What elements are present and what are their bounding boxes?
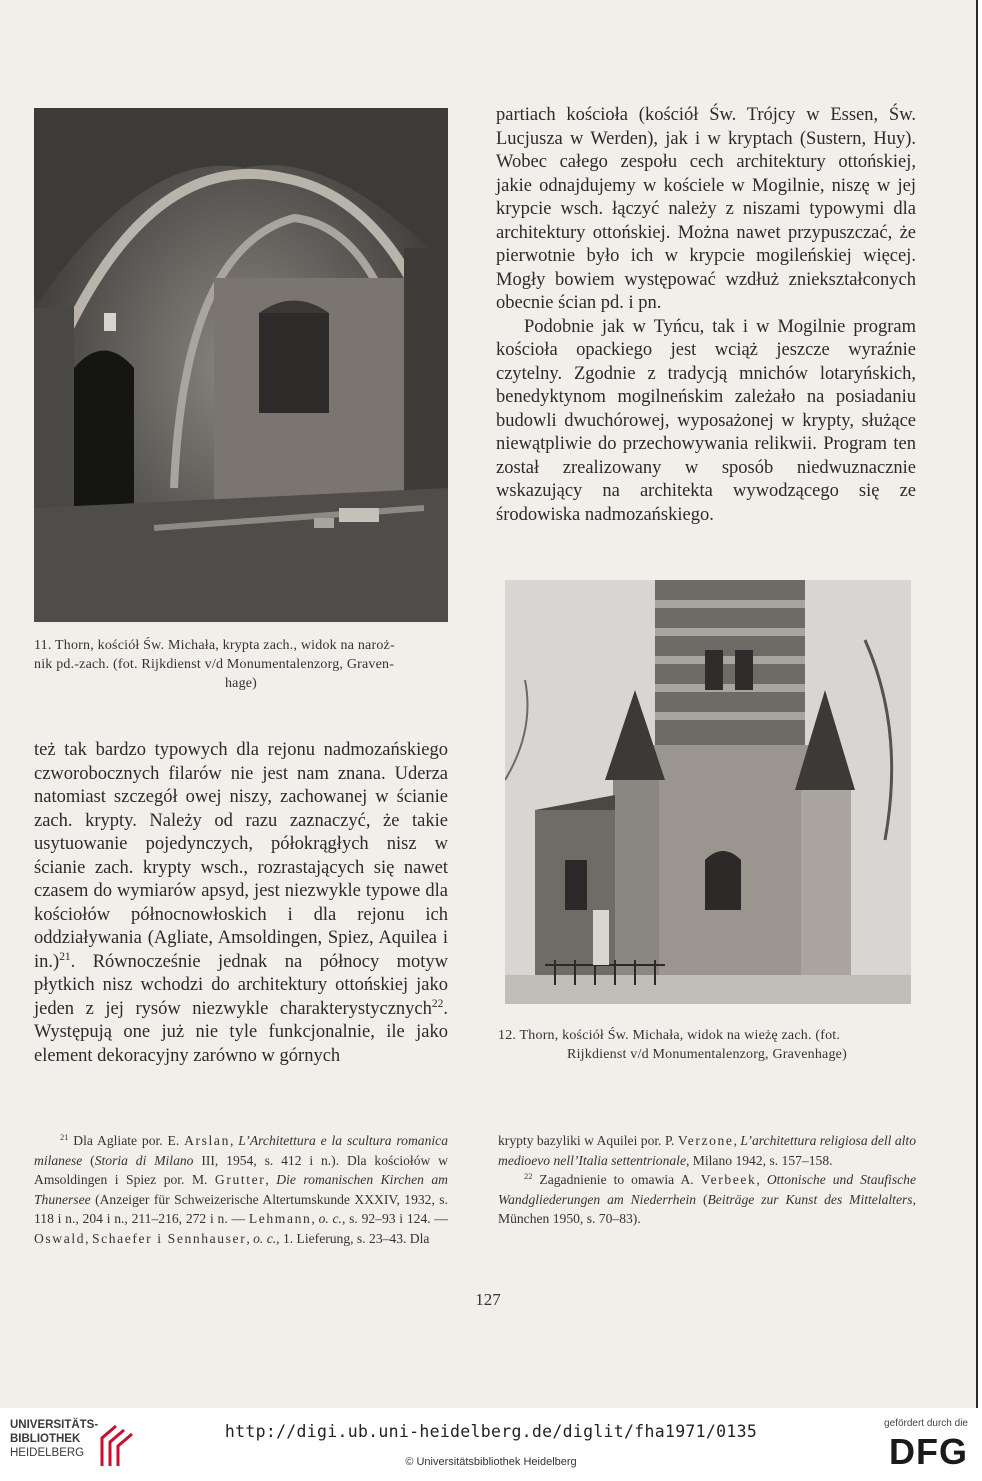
fn21-text-3: ( <box>82 1152 95 1168</box>
tower-photo-image <box>505 580 911 1004</box>
left-text-a: też tak bardzo typowych dla rejonu nadmozańskiego czworobocznych filarów nie jest nam znana. Uderza natomiast szczegół owej niszy, zachowanej w ścianie zach. krypty. Należy od razu zaznaczyć, że takie usytuowanie pojedynczych, półokrągłych nisz w ścianie zach. krypty wsch., rozrastających się nawet czasem do wymiarów apsyd, jest niezwykle typowe dla kościołów północnowłoskich i dla rejonu ich oddziaływania (Agliate, Amsoldingen, Spiez, Aquilea i in.) <box>34 740 448 972</box>
fn21c-text-3: , Milano 1942, s. 157–158. <box>686 1152 833 1168</box>
fn21-text-5: , <box>265 1172 277 1188</box>
figure-12-caption-line-2: Rijkdienst v/d Monumentalenzorg, Gravenhage) <box>567 1047 847 1062</box>
fn22-author-verbeek: Verbeek <box>700 1172 757 1188</box>
left-column-text <box>34 739 448 1068</box>
fn21-author-oswald: Oswald <box>34 1230 86 1246</box>
fn21-text-9: , <box>85 1230 92 1246</box>
footnote-22 <box>498 1170 916 1229</box>
footnote-21-number: 21 <box>60 1131 69 1142</box>
fn21-text-4: III, 1954, s. 412 i n.). Dla kościołów w Amsoldingen i Spiez por. M. <box>34 1152 448 1188</box>
fn21c-author-verzone: Verzone <box>677 1133 734 1148</box>
fn21-text-10: , <box>246 1230 254 1246</box>
dfg-funding-label: gefördert durch die <box>884 1418 968 1429</box>
fn21-author-schaefer: Schaefer i Sennhauser <box>91 1230 247 1246</box>
figure-11-caption-line-3: hage) <box>224 676 258 691</box>
figure-11-caption <box>34 636 448 693</box>
figure-12-caption <box>498 1026 916 1064</box>
footnote-21 <box>34 1131 448 1249</box>
dfg-wordmark: DFG <box>889 1431 968 1472</box>
fn21c-text-1: krypty bazyliki w Aquilei por. P. <box>498 1133 678 1148</box>
fn22-text-4: , München 1950, s. 70–83). <box>498 1191 916 1227</box>
ub-line-3: HEIDELBERG <box>10 1447 85 1459</box>
figure-11-caption-line-2: nik pd.-zach. (fot. Rijkdienst v/d Monumentalenzorg, Graven- <box>34 657 395 672</box>
footnotes-right <box>498 1131 916 1229</box>
left-paragraph <box>34 739 448 1068</box>
footnote-22-number: 22 <box>524 1171 533 1182</box>
fn21c-title: L’architettura religiosa dell alto medioevo nell’Italia settentrionale <box>498 1133 916 1168</box>
footnote-ref-22: 22 <box>431 997 444 1010</box>
fn21-text-7: , <box>311 1211 319 1227</box>
figure-12-caption-line-1: 12. Thorn, kościół Św. Michała, widok na wieżę zach. (fot. <box>498 1028 841 1043</box>
dfg-logo[interactable] <box>858 1418 968 1474</box>
fn21-title-1: L’Architettura e la scultura romanica milanese <box>34 1133 448 1168</box>
figure-11-caption-line-1: 11. Thorn, kościół Św. Michała, krypta zach., widok na naroż- <box>34 638 395 653</box>
left-text-b: . Równocześnie jednak na północy motyw płytkich nisz wchodzi do architektury ottońskiej jako jeden z jej rysów niezwykle charakterystycznych <box>34 951 448 1019</box>
fn22-text-3: ( <box>696 1191 708 1207</box>
footer-bar <box>0 1408 982 1481</box>
copyright-notice: © Universitätsbibliothek Heidelberg <box>405 1456 577 1468</box>
footnote-21-continued <box>498 1131 916 1170</box>
fn21-text-11: , 1. Lieferung, s. 23–43. Dla <box>276 1230 430 1246</box>
crypt-photo <box>34 108 448 622</box>
fn21-oc-2: o. c. <box>253 1230 277 1246</box>
page-number: 127 <box>475 1290 501 1309</box>
right-column-text <box>496 104 916 527</box>
ub-line-1: UNIVERSITÄTS- <box>10 1419 99 1431</box>
fn21-text-2: , <box>229 1133 239 1148</box>
fn22-text-2: , <box>756 1172 767 1188</box>
fn22-text-1: Zagadnienie to omawia A. <box>532 1172 701 1188</box>
fn21-text-6: (Anzeiger für Schweizerische Altertumskunde XXXIV, 1932, s. 118 i n., 204 i n., 211–216, 272 i n. — <box>34 1191 448 1227</box>
fn22-series: Beiträge zur Kunst des Mittelalters <box>707 1191 913 1207</box>
fn21c-text-2: , <box>733 1133 741 1148</box>
paragraph-program: Podobnie jak w Tyńcu, tak i w Mogilnie program kościoła opackiego jest wciąż jeszcze wyraźnie czytelny. Zgodnie z tradycją mnichów lotaryńskich, benedyktynom mogilneńskim zależało na posiadaniu budowli dwuchórowej, wyposażonej w krypty, służące niewątpliwie do przechowywania relikwii. Program ten został zrealizowany w sposób niedwuznacznie wskazujący na architekta wywodzącego się ze środowiska nadmozańskiego. <box>496 316 916 525</box>
fn21-author-lehmann: Lehmann <box>248 1211 312 1227</box>
left-text-c: . Występują one już nie tyle funkcjonalnie, ile jako element dekoracyjny zarówno w górnych <box>34 998 448 1066</box>
ub-line-2: BIBLIOTHEK <box>10 1433 81 1445</box>
fn21-series-1: Storia di Milano <box>94 1152 194 1168</box>
permalink-url[interactable]: http://digi.ub.uni-heidelberg.de/diglit/fha1971/0135 <box>224 1422 758 1441</box>
fn21-author-arslan: Arslan <box>184 1133 230 1148</box>
tower-photo <box>505 580 911 1004</box>
fn22-title: Ottonische und Staufische Wandgliederungen am Niederrhein <box>498 1172 916 1207</box>
fn21-title-2: Die romanischen Kirchen am Thunersee <box>34 1172 448 1207</box>
footnote-ref-21: 21 <box>59 950 71 963</box>
crypt-photo-image <box>34 108 448 622</box>
fn21-text-8: , s. 92–93 i 124. — <box>341 1211 448 1227</box>
fn21-text-1: Dla Agliate por. E. <box>68 1133 185 1148</box>
fn21-oc-1: o. c. <box>318 1211 342 1227</box>
footnotes-left <box>34 1131 448 1249</box>
paragraph-continued: partiach kościoła (kościół Św. Trójcy w Essen, Św. Lucjusza w Werden), jak i w kryptach (Sustern, Huy). Wobec całego zespołu cech architektury ottońskiej, jakie odnajdujemy w kościele w Mogilnie, niszę w jej krypcie wsch. łączyć należy z niszami typowymi dla architektury ottońskiej. Można nawet przypuszczać, że pierwotnie było ich w krypcie mogileńskiej więcej. Mogły bowiem występować wzdłuż zniekształconych obecnie ścian pd. i pn. <box>496 105 916 313</box>
fn21-author-grutter: Grutter <box>214 1172 266 1188</box>
